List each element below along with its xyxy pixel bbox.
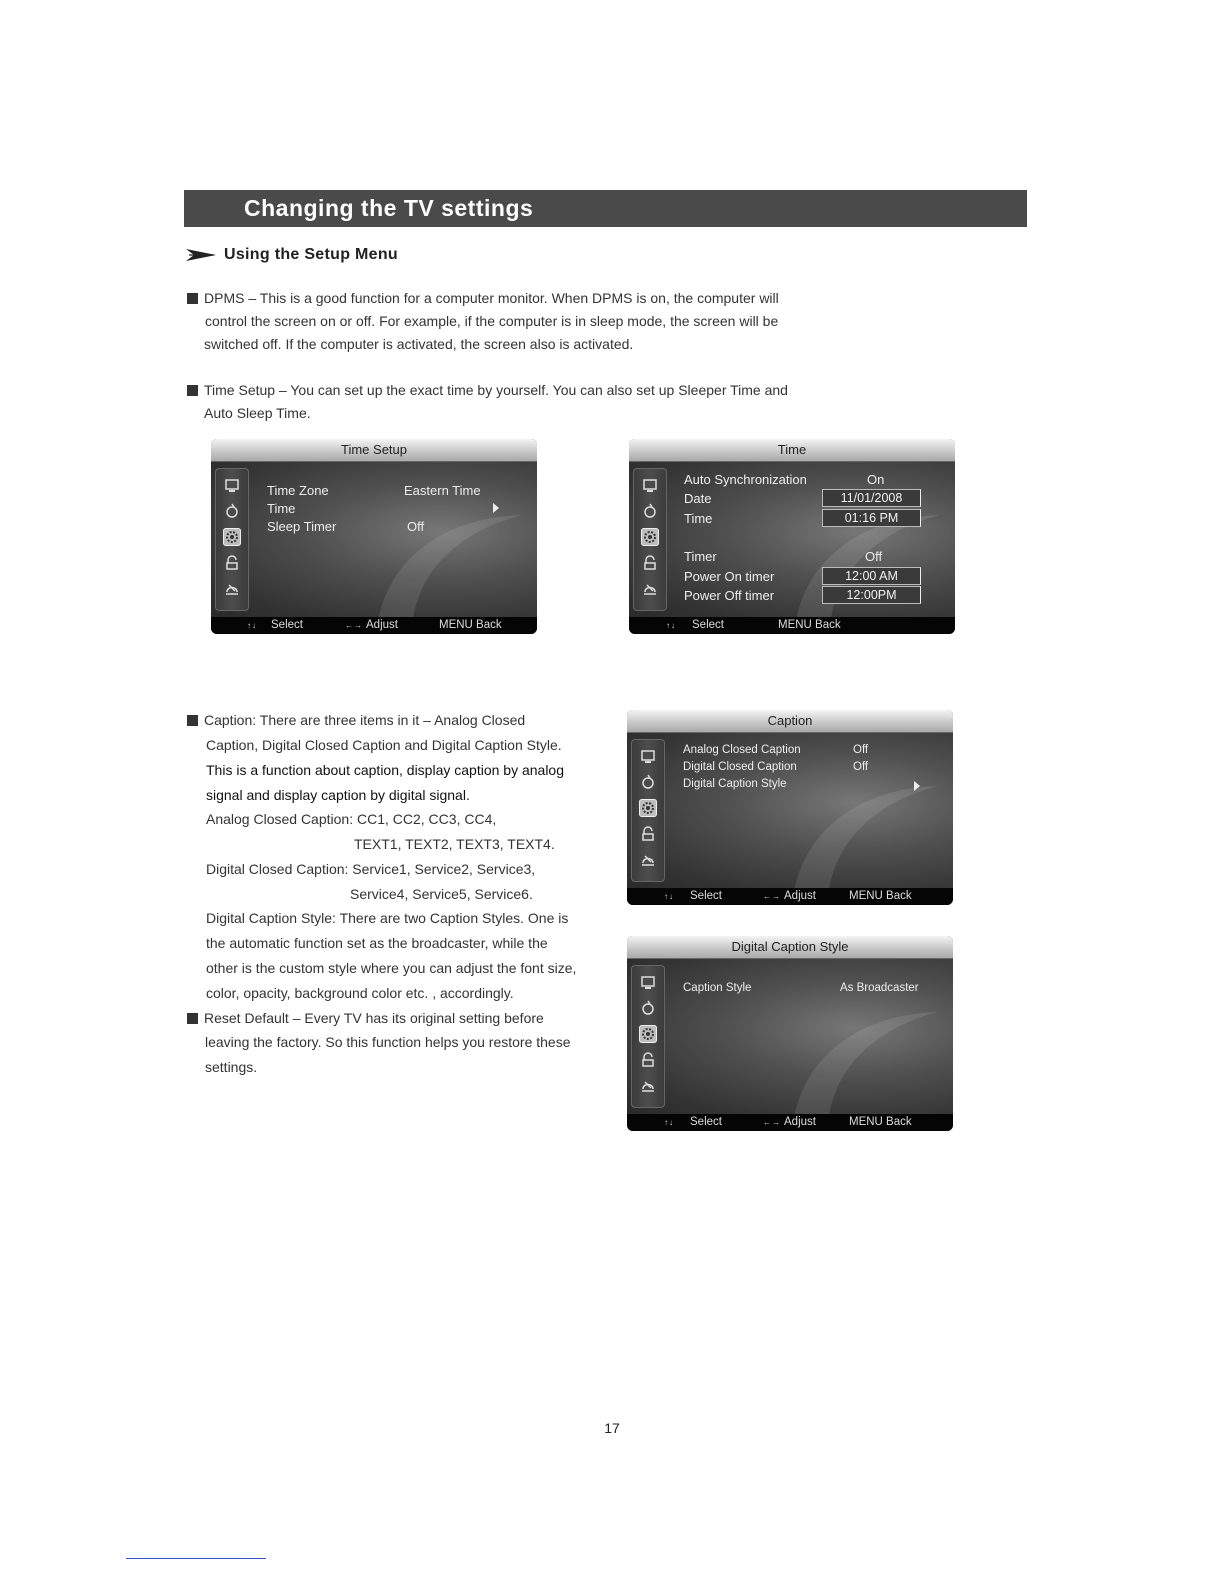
text-line: This is a function about caption, display caption by analog [206,762,565,778]
channel-icon[interactable] [639,1077,657,1095]
menu-item-label[interactable]: Timer [684,549,717,564]
channel-icon[interactable] [223,580,241,598]
sound-icon[interactable] [639,773,657,791]
text-line: settings. [205,1059,258,1075]
section-heading [186,243,398,267]
sound-icon[interactable] [223,502,241,520]
text-line: Reset Default – Every TV has its original setting before [204,1010,544,1026]
menu-item-value: On [867,472,885,487]
footer-adjust: Adjust [784,890,816,902]
menu-item-value: Off [853,761,869,773]
text-line: control the screen on or off. For example, if the computer is in sleep mode, the screen will be [205,313,779,329]
menu-footer [211,617,537,634]
menu-item-value: Off [865,549,883,564]
updown-arrows-icon: ↑↓ [664,1118,674,1127]
menu-sidebar [215,468,249,611]
text-line: Analog Closed Caption: CC1, CC2, CC3, CC4, [206,811,497,827]
setup-icon[interactable] [639,1025,657,1043]
menu-item-label[interactable]: Analog Closed Caption [683,744,801,756]
date-field[interactable]: 11/01/2008 [822,489,921,507]
lock-icon[interactable] [639,1051,657,1069]
text-line: other is the custom style where you can adjust the font size, [206,960,577,976]
footer-adjust: Adjust [784,1116,816,1128]
menu-item-value: Off [407,519,425,534]
menu-item-label[interactable]: Power On timer [684,569,775,584]
time-setup-menu [211,439,537,634]
sound-icon[interactable] [641,502,659,520]
picture-icon[interactable] [639,747,657,765]
text-line: TEXT1, TEXT2, TEXT3, TEXT4. [354,836,555,852]
updown-arrows-icon: ↑↓ [666,621,676,630]
setup-icon[interactable] [641,528,659,546]
bullet-marker [187,1013,198,1024]
leftright-arrows-icon: ←→ [763,1118,781,1127]
text-line: Caption: There are three items in it – Analog Closed [204,712,526,728]
picture-icon[interactable] [223,476,241,494]
swirl-decoration [337,477,527,627]
menu-footer [627,888,953,905]
arrow-right-icon [186,247,216,263]
menu-item-label[interactable]: Sleep Timer [267,519,337,534]
menu-title: Digital Caption Style [627,936,953,959]
menu-sidebar [631,965,665,1108]
footer-adjust: Adjust [366,619,398,631]
footer-select: Select [690,1116,722,1128]
menu-sidebar [633,468,667,611]
text-line: switched off. If the computer is activated, the screen also is activated. [204,336,634,352]
text-line: DPMS – This is a good function for a computer monitor. When DPMS is on, the computer will [204,290,779,306]
footnote-divider [126,1558,266,1559]
menu-item-label[interactable]: Power Off timer [684,588,775,603]
updown-arrows-icon: ↑↓ [247,621,257,630]
bullet-marker [187,385,198,396]
menu-body [629,462,955,617]
bullet-marker [187,715,198,726]
menu-item-label[interactable]: Time [267,501,296,516]
digital-caption-style-menu [627,936,953,1131]
picture-icon[interactable] [641,476,659,494]
section-title: Using the Setup Menu [224,246,398,263]
text-line: Service4, Service5, Service6. [350,886,533,902]
menu-body [627,959,953,1114]
footer-back: MENU Back [849,890,912,902]
menu-item-label[interactable]: Auto Synchronization [684,472,807,487]
menu-body [211,462,537,617]
footer-back: MENU Back [849,1116,912,1128]
picture-icon[interactable] [639,973,657,991]
text-line: Time Setup – You can set up the exact time by yourself. You can also set up Sleeper Time and [204,382,788,398]
footer-select: Select [690,890,722,902]
lock-icon[interactable] [639,825,657,843]
page-title: Changing the TV settings [244,195,534,221]
menu-body [627,733,953,888]
text-line: Digital Caption Style: There are two Caption Styles. One is [206,910,569,926]
menu-title: Caption [627,710,953,733]
page-number: 17 [604,1420,620,1436]
menu-item-value: Eastern Time [404,483,481,498]
menu-item-label[interactable]: Digital Closed Caption [683,761,797,773]
footer-back: MENU Back [778,619,841,631]
footer-back: MENU Back [439,619,502,631]
menu-title: Time Setup [211,439,537,462]
setup-icon[interactable] [639,799,657,817]
leftright-arrows-icon: ←→ [763,892,781,901]
menu-sidebar [631,739,665,882]
submenu-arrow-icon[interactable] [914,781,920,791]
menu-footer [629,617,955,634]
footer-select: Select [271,619,303,631]
menu-item-label[interactable]: Date [684,491,712,506]
swirl-decoration [753,974,943,1124]
bullet-marker [187,293,198,304]
text-line: color, opacity, background color etc. , accordingly. [206,985,514,1001]
text-line: signal and display caption by digital signal. [206,787,470,803]
submenu-arrow-icon[interactable] [493,503,499,513]
menu-item-label[interactable]: Time [684,511,713,526]
menu-footer [627,1114,953,1131]
header-banner [184,190,1027,227]
time-menu [629,439,955,634]
menu-item-label[interactable]: Time Zone [267,483,329,498]
text-line: leaving the factory. So this function helps you restore these [205,1034,571,1050]
setup-icon[interactable] [223,528,241,546]
menu-item-label[interactable]: Caption Style [683,982,752,994]
menu-title: Time [629,439,955,462]
updown-arrows-icon: ↑↓ [664,892,674,901]
channel-icon[interactable] [639,851,657,869]
time-field[interactable]: 01:16 PM [822,509,921,527]
menu-item-value: Off [853,744,869,756]
text-line: Caption, Digital Closed Caption and Digital Caption Style. [206,737,562,753]
text-line: Auto Sleep Time. [204,405,311,421]
power-on-timer-field[interactable]: 12:00 AM [822,567,921,585]
menu-item-label[interactable]: Digital Caption Style [683,778,787,790]
lock-icon[interactable] [641,554,659,572]
leftright-arrows-icon: ←→ [345,621,363,630]
footer-select: Select [692,619,724,631]
power-off-timer-field[interactable]: 12:00PM [822,586,921,604]
sound-icon[interactable] [639,999,657,1017]
channel-icon[interactable] [641,580,659,598]
caption-menu [627,710,953,905]
text-line: the automatic function set as the broadcaster, while the [206,935,548,951]
text-line: Digital Closed Caption: Service1, Service2, Service3, [206,861,536,877]
lock-icon[interactable] [223,554,241,572]
menu-item-value: As Broadcaster [840,982,919,994]
